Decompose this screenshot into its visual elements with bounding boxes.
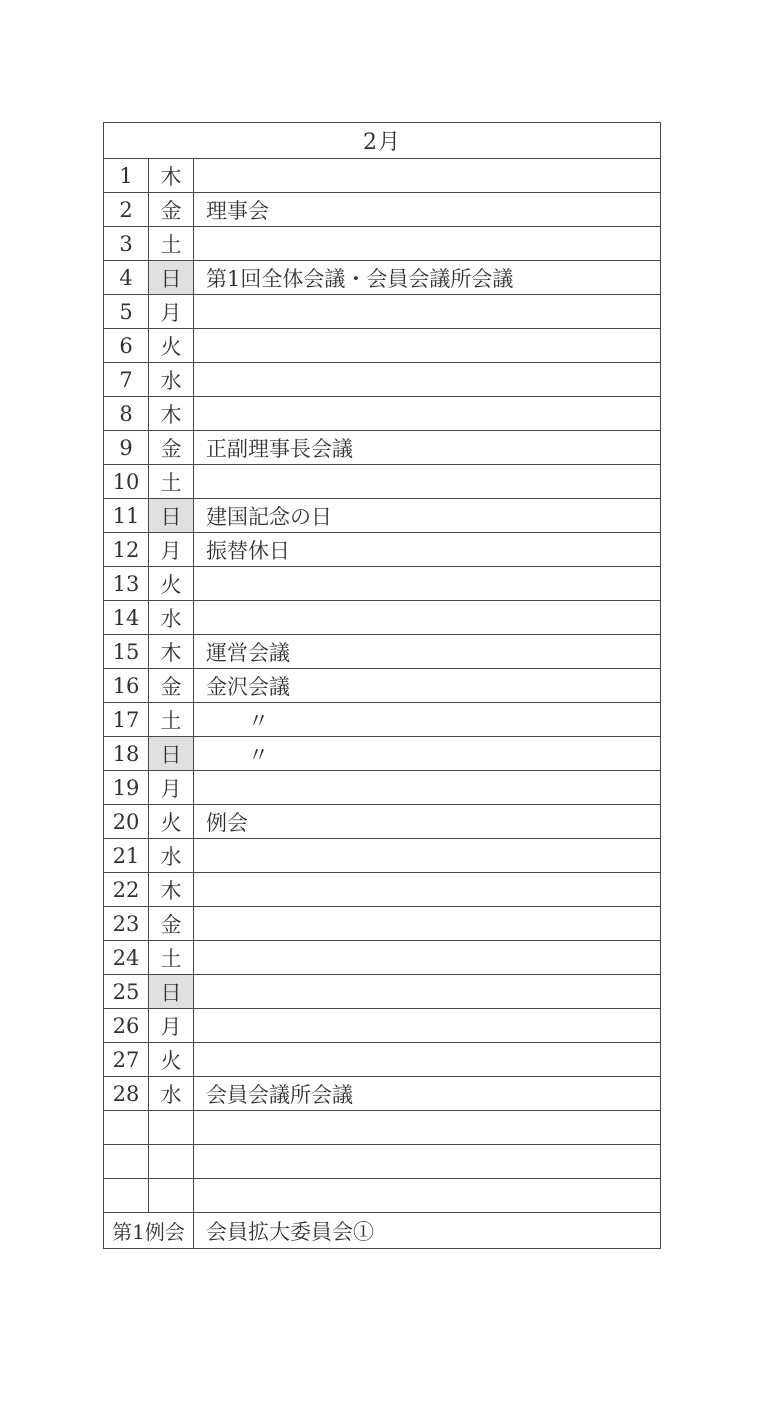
calendar-day-row — [104, 465, 661, 499]
calendar-day-row — [104, 499, 661, 533]
weekday-cell: 金 — [149, 907, 194, 941]
day-number-cell: 6 — [104, 329, 149, 363]
event-cell — [194, 839, 661, 873]
weekday-cell: 月 — [149, 533, 194, 567]
event-cell — [194, 1111, 661, 1145]
weekday-cell: 日 — [149, 499, 194, 533]
weekday-cell: 火 — [149, 329, 194, 363]
event-cell — [194, 1179, 661, 1213]
day-number-cell: 25 — [104, 975, 149, 1009]
day-number-cell: 5 — [104, 295, 149, 329]
weekday-cell: 水 — [149, 1077, 194, 1111]
weekday-cell: 木 — [149, 635, 194, 669]
day-number-cell: 23 — [104, 907, 149, 941]
event-cell: 第1回全体会議・会員会議所会議 — [194, 261, 661, 295]
calendar-day-row — [104, 227, 661, 261]
calendar-day-row — [104, 1179, 661, 1213]
calendar-day-row — [104, 431, 661, 465]
calendar-day-row — [104, 567, 661, 601]
weekday-cell — [149, 1111, 194, 1145]
weekday-cell: 木 — [149, 873, 194, 907]
calendar-day-row — [104, 329, 661, 363]
calendar-day-row — [104, 363, 661, 397]
day-number-cell: 21 — [104, 839, 149, 873]
calendar-day-row — [104, 669, 661, 703]
weekday-cell — [149, 1145, 194, 1179]
event-cell — [194, 1043, 661, 1077]
event-cell — [194, 975, 661, 1009]
day-number-cell: 12 — [104, 533, 149, 567]
day-number-cell: 15 — [104, 635, 149, 669]
calendar-day-row — [104, 261, 661, 295]
calendar-body — [104, 159, 661, 1213]
day-number-cell: 7 — [104, 363, 149, 397]
weekday-cell: 土 — [149, 465, 194, 499]
weekday-cell: 土 — [149, 703, 194, 737]
weekday-cell: 火 — [149, 805, 194, 839]
event-cell: 例会 — [194, 805, 661, 839]
day-number-cell: 13 — [104, 567, 149, 601]
event-cell — [194, 907, 661, 941]
weekday-cell: 金 — [149, 431, 194, 465]
weekday-cell: 月 — [149, 771, 194, 805]
day-number-cell: 24 — [104, 941, 149, 975]
calendar-footer — [104, 1213, 661, 1249]
event-cell — [194, 329, 661, 363]
calendar-day-row — [104, 1077, 661, 1111]
event-cell — [194, 873, 661, 907]
weekday-cell: 木 — [149, 397, 194, 431]
event-cell — [194, 1145, 661, 1179]
event-cell — [194, 397, 661, 431]
weekday-cell: 水 — [149, 839, 194, 873]
calendar-day-row — [104, 907, 661, 941]
day-number-cell: 27 — [104, 1043, 149, 1077]
event-cell: 会員会議所会議 — [194, 1077, 661, 1111]
weekday-cell: 金 — [149, 193, 194, 227]
calendar-day-row — [104, 737, 661, 771]
event-cell — [194, 771, 661, 805]
calendar-day-row — [104, 1009, 661, 1043]
event-cell: 運営会議 — [194, 635, 661, 669]
calendar-day-row — [104, 975, 661, 1009]
day-number-cell: 2 — [104, 193, 149, 227]
calendar-day-row — [104, 941, 661, 975]
day-number-cell: 20 — [104, 805, 149, 839]
event-cell: 〃 — [194, 737, 661, 771]
calendar-day-row — [104, 771, 661, 805]
event-cell: 理事会 — [194, 193, 661, 227]
calendar-day-row — [104, 397, 661, 431]
event-cell: 金沢会議 — [194, 669, 661, 703]
weekday-cell — [149, 1179, 194, 1213]
event-cell: 〃 — [194, 703, 661, 737]
weekday-cell: 木 — [149, 159, 194, 193]
table-title-row — [104, 123, 661, 159]
weekday-cell: 日 — [149, 261, 194, 295]
weekday-cell: 月 — [149, 295, 194, 329]
day-number-cell: 3 — [104, 227, 149, 261]
calendar-day-row — [104, 1043, 661, 1077]
event-cell — [194, 1009, 661, 1043]
day-number-cell — [104, 1145, 149, 1179]
event-cell — [194, 465, 661, 499]
weekday-cell: 火 — [149, 1043, 194, 1077]
weekday-cell: 水 — [149, 601, 194, 635]
day-number-cell — [104, 1111, 149, 1145]
weekday-cell: 土 — [149, 941, 194, 975]
day-number-cell: 19 — [104, 771, 149, 805]
calendar-day-row — [104, 601, 661, 635]
weekday-cell: 日 — [149, 737, 194, 771]
day-number-cell: 8 — [104, 397, 149, 431]
calendar-day-row — [104, 703, 661, 737]
day-number-cell — [104, 1179, 149, 1213]
day-number-cell: 16 — [104, 669, 149, 703]
calendar-day-row — [104, 839, 661, 873]
calendar-day-row — [104, 193, 661, 227]
event-cell — [194, 567, 661, 601]
day-number-cell: 22 — [104, 873, 149, 907]
calendar-day-row — [104, 873, 661, 907]
calendar-day-row — [104, 1111, 661, 1145]
weekday-cell: 日 — [149, 975, 194, 1009]
event-cell — [194, 363, 661, 397]
footer-event-cell: 会員拡大委員会① — [194, 1213, 661, 1249]
weekday-cell: 土 — [149, 227, 194, 261]
event-cell — [194, 601, 661, 635]
weekday-cell: 金 — [149, 669, 194, 703]
weekday-cell: 水 — [149, 363, 194, 397]
day-number-cell: 11 — [104, 499, 149, 533]
weekday-cell: 火 — [149, 567, 194, 601]
day-number-cell: 17 — [104, 703, 149, 737]
calendar-day-row — [104, 159, 661, 193]
footer-label-cell: 第1例会 — [104, 1213, 194, 1249]
weekday-cell: 月 — [149, 1009, 194, 1043]
day-number-cell: 14 — [104, 601, 149, 635]
event-cell — [194, 227, 661, 261]
calendar-day-row — [104, 533, 661, 567]
day-number-cell: 9 — [104, 431, 149, 465]
event-cell: 建国記念の日 — [194, 499, 661, 533]
day-number-cell: 1 — [104, 159, 149, 193]
calendar-day-row — [104, 1145, 661, 1179]
day-number-cell: 26 — [104, 1009, 149, 1043]
month-title: 2月 — [104, 123, 661, 159]
event-cell: 正副理事長会議 — [194, 431, 661, 465]
day-number-cell: 18 — [104, 737, 149, 771]
event-cell — [194, 159, 661, 193]
calendar-day-row — [104, 635, 661, 669]
footer-row — [104, 1213, 661, 1249]
monthly-schedule-table — [103, 122, 661, 1249]
day-number-cell: 4 — [104, 261, 149, 295]
day-number-cell: 10 — [104, 465, 149, 499]
event-cell: 振替休日 — [194, 533, 661, 567]
day-number-cell: 28 — [104, 1077, 149, 1111]
event-cell — [194, 295, 661, 329]
calendar-day-row — [104, 805, 661, 839]
event-cell — [194, 941, 661, 975]
calendar-day-row — [104, 295, 661, 329]
